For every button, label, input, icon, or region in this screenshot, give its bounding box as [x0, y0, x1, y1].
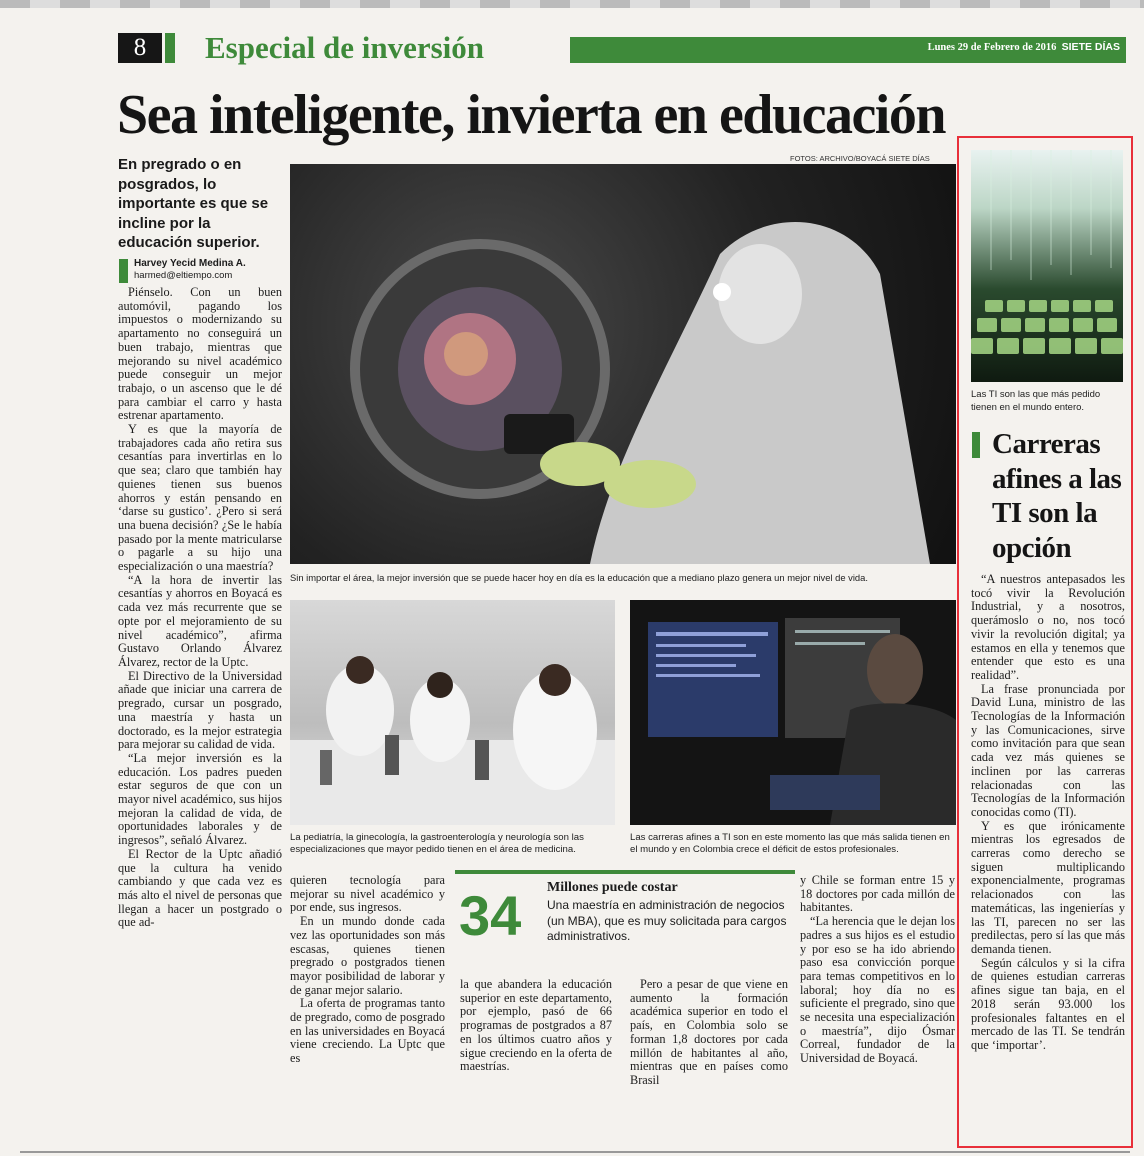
byline-email: harmed@eltiempo.com	[134, 270, 233, 281]
stat-text: Una maestría en administración de negocios (un MBA), que es muy solicitada para cargos administrativos.	[547, 898, 787, 943]
paragraph: El Rector de la Uptc añadió que la cultura ha venido cambiando y que cada vez es más alto el nivel de personas que llegan a hacer un postgrado o que ad-	[118, 846, 282, 930]
byline-name: Harvey Yecid Medina A.	[134, 258, 246, 269]
paragraph: quieren tecnología para mejorar su nivel académico y por ende, sus ingresos.	[290, 873, 445, 915]
programmer-screens-photo	[630, 600, 956, 825]
paragraph: y Chile se forman entre 15 y 18 doctores por cada millón de habitantes.	[800, 873, 955, 915]
students-microscope-photo	[290, 600, 615, 825]
paragraph: “La herencia que le dejan los padres a sus hijos es el estudio y por eso se ha ido abriendo paso esa convicción porque para temas competitivos en lo laboral; hoy día no es suficiente el pregrado, sino que se necesita una especialización o maestría”, dijo Ósmar Correal, fundador de la Universidad de Boyacá.	[800, 914, 955, 1066]
tech-photo-caption: Las carreras afines a TI son en este momento las que más salida tienen en el mundo y en Colombia crece el déficit de estos profesionales.	[630, 832, 950, 855]
body-column-2	[290, 874, 445, 1066]
stat-number: 34	[459, 884, 522, 947]
main-photo	[290, 164, 956, 564]
paper-name: SIETE DÍAS	[1061, 41, 1120, 53]
byline	[134, 258, 284, 282]
section-title: Especial de inversión	[205, 30, 485, 65]
stat-box	[455, 870, 795, 970]
paragraph: Pero a pesar de que viene en aumento la formación académica superior en todo el país, en Colombia solo se forman 1,8 doctores por cada millón de habitantes al año, mientras que en países como Brasil	[630, 977, 788, 1087]
body-column-5	[800, 874, 955, 1066]
sidebar-title-marker	[972, 432, 980, 458]
byline-marker	[119, 259, 128, 283]
lab-photo-caption: La pediatría, la ginecología, la gastroenterología y neurología son las especializaciones que mayor pedido tienen en el área de medicina.	[290, 832, 584, 855]
body-column-4	[630, 978, 788, 1088]
lab-scientist-photo	[290, 164, 956, 564]
sidebar-photo	[971, 150, 1123, 382]
keyboard-tech-photo	[971, 150, 1123, 382]
body-column-3	[460, 978, 612, 1074]
paragraph: El Directivo de la Universidad añade que iniciar una carrera de pregrado, cursar un posgrado, una maestría y hasta un doctorado, es la mejor estrategia para mejorar su calidad de vida.	[118, 668, 282, 752]
page-number: 8	[118, 33, 162, 63]
paragraph: “A nuestros antepasados les tocó vivir la Revolución Industrial, y a nosotros, querámoslo o no, nos tocó vivir la revolución digital; ya estamos en ella y tenemos que entender que esto es una realidad”.	[971, 572, 1125, 682]
headline: Sea inteligente, invierta en educación	[117, 84, 946, 146]
paragraph: Piénselo. Con un buen automóvil, pagando los impuestos o modernizando su apartamento no conseguirá un buen trabajo, mientras que mejorando su nivel académico puede conseguir un mejor trabajo, o un ascenso que le dé para cambiar el carro y hasta estrenar apartamento.	[118, 285, 282, 423]
paragraph: La oferta de programas tanto de pregrado, como de posgrado en las universidades en Boyacá viene creciendo. La Uptc que es	[290, 996, 445, 1066]
tech-photo	[630, 600, 956, 825]
paragraph: la que abandera la educación superior en este departamento, por ejemplo, pasó de 66 programas de postgrados a 87 en los últimos cuatro años y sigue creciendo en la oferta de maestrías.	[460, 977, 612, 1074]
top-border	[0, 0, 1144, 8]
sidebar-title: Carreras afines a las TI son la opción	[992, 428, 1122, 564]
paragraph: Según cálculos y si la cifra de quienes estudian carreras afines sigue tan baja, en el 2018 serán 93.000 los profesionales faltantes en el mercado de las TI. Se tendrán que ‘importar’.	[971, 955, 1125, 1052]
sidebar-photo-caption: Las TI son las que más pedido tienen en el mundo entero.	[971, 389, 1101, 413]
paragraph: En un mundo donde cada vez las oportunidades son más escasas, quienes tienen pregrado o postgrados tienen mayor posibilidad de laborar y de ganar mejor salario.	[290, 914, 445, 997]
paragraph: Y es que la mayoría de trabajadores cada año retira sus cesantías para invertirlas en lo que sea; claro que también hay quienes tienen sus buenos ahorros y están pensando en ‘darse su gustico’. ¿Pero si será una buena decisión? ¿Se le había pasado por la mente matricularse o pagarle a su hijo una especialización o una maestría?	[118, 422, 282, 574]
paragraph: “A la hora de invertir las cesantías y ahorros en Boyacá es cada vez más recurrente que se opte por el mejoramiento de su nivel académico”, afirma Gustavo Orlando Álvarez Álvarez, rector de la Uptc.	[118, 572, 282, 669]
sidebar-body	[971, 573, 1125, 1053]
header-date	[870, 41, 1120, 53]
deck: En pregrado o en posgrados, lo importante es que se incline por la educación superior.	[118, 156, 269, 251]
main-photo-caption: Sin importar el área, la mejor inversión que se puede hacer hoy en día es la educación que a mediano plazo genera un mejor nivel de vida.	[290, 572, 868, 583]
paragraph: “La mejor inversión es la educación. Los padres pueden estar seguros de que con un mayor nivel académico, sus hijos mejoran la calidad de vida, de oportunidades laborales y de ingresos”, señaló Álvarez.	[118, 750, 282, 848]
lab-photo	[290, 600, 615, 825]
paragraph: Y es que irónicamente mientras los egresados de carreras como derecho se siguen multiplicando exponencialmente, programas relacionados con las matemáticas, las ingenierías y las TI, parecen no ser las predilectas, pero sí las que más demanda tienen.	[971, 818, 1125, 956]
section-marker	[165, 33, 175, 63]
bottom-rule	[20, 1151, 1130, 1153]
paragraph: La frase pronunciada por David Luna, ministro de las Tecnologías de la Información y las Comunicaciones, sirve como invitación para que sean cada vez más quienes se inclinen por las carreras relacionadas con las Tecnologías de la Información conocidas como (TI).	[971, 681, 1125, 819]
date-text: Lunes 29 de Febrero de 2016	[927, 42, 1057, 53]
photo-credit: FOTOS: ARCHIVO/BOYACÁ SIETE DÍAS	[790, 154, 930, 163]
stat-border	[455, 870, 795, 874]
body-column-1	[118, 286, 282, 930]
stat-title: Millones puede costar	[547, 880, 678, 895]
